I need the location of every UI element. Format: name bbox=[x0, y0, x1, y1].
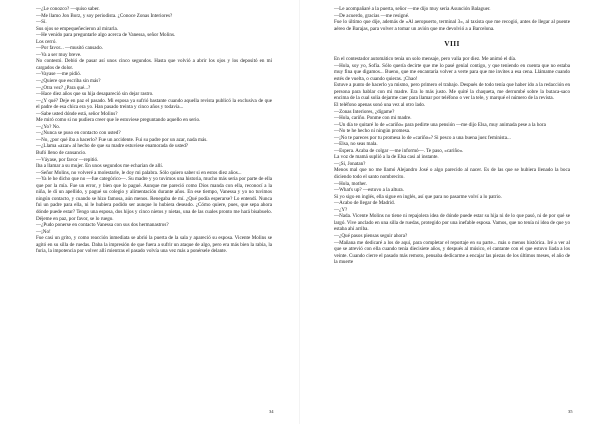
paragraph: Iba a llamar a su mujer. En unos segundos me echarían de allí. bbox=[36, 163, 164, 170]
paragraph: —¿Pudo ponerse en contacto Vanessa con sus dos hermanastros? bbox=[36, 222, 169, 229]
paragraph: —No, ¿por qué iba a hacerlo? Fue un accidente. Fui su padre por un azar, nada más. bbox=[36, 136, 208, 143]
right-page bbox=[300, 0, 600, 424]
paragraph: Estuve a punto de hacerlo ya mismo, pero primero el trabajo. Después de todo tenía que haber ido a la redacción en persona para hablar con mi madre. Era lo más justo. Me quité la chaqueta, me derrumbé sobre la butaca-saco encima de la cual solía dejarme caer para llamar por teléfono o ver la tele, y marqué el número de la revista. bbox=[334, 82, 570, 102]
paragraph: —Nada. Vicente Molins no tiene ni repajolera idea de dónde puede estar su hija ni de lo que pasó, ni de por qué se largó. Vive anclado en una silla de ruedas, protegido por una inefable esposa. Vamos, que no tenía ni idea de que yo estaba ahí arriba. bbox=[334, 213, 570, 233]
paragraph: —Hola, cariño. Ponme con mi madre. bbox=[334, 115, 412, 122]
paragraph: —Por favor... —musitó cansado. bbox=[36, 45, 103, 52]
paragraph: —¿Le conozco? —quiso saber. bbox=[36, 6, 100, 12]
right-page-number: 35 bbox=[568, 409, 573, 414]
paragraph: —Le acompañaré a la puerta, señor —me dijo muy seria Asunción Balaguer. bbox=[334, 6, 491, 12]
paragraph: —Acabo de llegar de Madrid. bbox=[334, 200, 395, 207]
paragraph: —¿Yo? No. bbox=[36, 123, 61, 130]
paragraph: Sus ojos se empequeñecieron al mirarla. bbox=[36, 25, 119, 32]
paragraph: —Espera. Acaba de colgar —me informó—. Te paso, «cariño». bbox=[334, 147, 464, 154]
paragraph: Los cerró. bbox=[36, 38, 57, 45]
left-page-text bbox=[36, 6, 272, 255]
paragraph: —Sabe usted dónde está, señor Molins? bbox=[36, 110, 118, 117]
left-page-number: 34 bbox=[269, 409, 274, 414]
paragraph: —¡No! bbox=[36, 228, 51, 235]
paragraph: —Mañana me dedicaré a los de aquí, para completar el reportaje en su parte... más o menos histórica. Iré a ver al que se atrevió con ella cuando tenía diecisiete años, y después al músico, el cantante con el que estuvo liada a los veinte. Cuando cierre el pasado más remoto, pensaba dedicarme a encajar las piezas de los últimos meses, el año de la muerte bbox=[334, 239, 570, 266]
paragraph: —Ya le he dicho que no —fue categórico—. Su madre y yo tuvimos una historia, mucho más seria por parte de ella que por la mía. Fue un error, y bien que lo pagué. Aunque me pareció como Dios manda con ella, reconocí a la niña, le di un apellido, y pagué su colegio y alimentación durante años. En ese tiempo, Vanessa y yo no tuvimos ningún contacto, y cuando se hizo famosa, aún menos. Renegaba de mí. ¿Qué podía esperarse? Lo entendí. Nunca fui un padre para ella, ni le hubiera podido ser aunque lo hubiera deseado. ¿Cómo quiere, pues, que sepa ahora dónde puede estar? Tengo una esposa, dos hijos y cinco nietos y nietas, una de las cuales pronto me hará bisabuelo. Déjeme en paz, por favor, se lo ruego. bbox=[36, 176, 272, 222]
paragraph: El teléfono apenas sonó una vez al otro lado. bbox=[334, 102, 426, 109]
paragraph: Bufó lleno de cansancio. bbox=[36, 150, 87, 157]
paragraph: —Elsa, no seas mala. bbox=[334, 141, 378, 148]
paragraph: Fue casi un grito, y como reacción inmediata se abrió la puerta de la sala y apareció su esposa. Vicente Molins se agitó en su silla de ruedas. Daba la impresión de que fuera a sufrir un ataque de algo, pero era más bien la rabia, la furia, la impotencia por volver allí mientras el pasado volvía una vez más a ponérsele delante. bbox=[36, 235, 272, 255]
paragraph: —Zonas Interiores, ¿dígame? bbox=[334, 108, 395, 115]
paragraph: —Señor Molins, no volveré a molestarle, le doy mi palabra. Sólo quiero saber si en estos diez años... bbox=[36, 169, 242, 176]
paragraph: Si yo sigo en inglés, ella sigue en inglés, así que para no pasarme volví a lo patrio. bbox=[334, 193, 502, 200]
paragraph: —Hace diez años que su hija desapareció sin dejar rastro. bbox=[36, 91, 154, 98]
paragraph: —Un día te quitaré lo de «cariño» para pedirte una pensión —me dijo Elsa, muy animada pese a la hora bbox=[334, 121, 546, 128]
paragraph: —¿Qué pasos piensas seguir ahora? bbox=[334, 232, 408, 239]
paragraph: —No te he hecho ni ningún promesa. bbox=[334, 128, 411, 135]
paragraph: —¿Quiere que escriba sin más? bbox=[36, 78, 101, 85]
paragraph: —Sí. bbox=[36, 19, 47, 26]
paragraph: —What's up? —estuvo a la altura. bbox=[334, 187, 404, 194]
paragraph: En el contestador automático tenía un solo mensaje, pero valía por diez. Me animó el día. bbox=[334, 56, 517, 63]
paragraph: La voz de mamá suplió a la de Elsa casi al instante. bbox=[334, 154, 439, 161]
paragraph: —¿Llama «azar» al hecho de que su madre estuviese enamorada de usted? bbox=[36, 143, 189, 150]
paragraph: —¡No te pareces por tu promesa lo de «cariño»? Si pesco a una buena juez feminista... bbox=[334, 134, 511, 141]
paragraph: Me miró como si no pudiera creer que le estuviese preguntando aquello en serio. bbox=[36, 117, 201, 124]
paragraph: —¿Otra vez? ¿Para qué...? bbox=[36, 84, 91, 91]
right-page-body bbox=[334, 56, 570, 266]
paragraph: —¿Nunca se puso en contacto con usted? bbox=[36, 130, 121, 137]
paragraph: Menos mal que no me llamó Alejandro José o algo parecido al nacer. Es de las que se hubiera llenado la boca diciendo todo el santo nombrecito. bbox=[334, 167, 570, 181]
right-page-text bbox=[334, 6, 570, 266]
chapter-heading: VIII bbox=[444, 39, 460, 49]
paragraph: —Váyase, por favor —repitió. bbox=[36, 156, 99, 163]
paragraph: —He venido para preguntarle algo acerca de Vanessa, señor Molins. bbox=[36, 32, 176, 39]
paragraph: —Va a ser muy breve. bbox=[36, 51, 82, 58]
paragraph: —Vayase —me pidió. bbox=[36, 71, 82, 78]
paragraph: —Hola, soy yo, Sofía. Sólo quería decirte que me lo pasé genial contigo, y que teniendo en cuenta que no estaba muy fina que digamos... Bueno, que me encantaría volver a verte para que me invites a esa cena. Llámame cuando estés de vuelta, o cuando quieras. ¡Chao! bbox=[334, 62, 570, 82]
paragraph: Fue lo último que dije, además de «Al aeropuerto, terminal 3», al taxista que me recogió, antes de llegar al puente aéreo de Barajas, para volver a tomar un avión que me devolvió a a Barcelona. bbox=[334, 19, 570, 32]
paragraph: No contestó. Debió de pasar así unos cinco segundos. Hasta que volvió a abrir los ojos y los depositó en mí cargados de dolor. bbox=[36, 58, 272, 71]
paragraph: —¿Y? bbox=[334, 206, 348, 213]
paragraph: —¡Si, Jonatan? bbox=[334, 160, 366, 167]
paragraph: —¿Y qué? Deje en paz el pasado. Mi esposa ya sufrió bastante cuando aquella revista publicó la exclusiva de que el padre de esa chica era yo. Han pasado treinta y cinco años y todavía... bbox=[36, 97, 272, 111]
paragraph: —De acuerdo, gracias —me resigné. bbox=[334, 12, 410, 19]
paragraph: —Hola, mother. bbox=[334, 180, 367, 187]
right-page-intro bbox=[334, 6, 570, 32]
paragraph: —Me llamo Jon Borz, y soy periodista. ¿Conoce Zonas Interiores? bbox=[36, 12, 173, 19]
